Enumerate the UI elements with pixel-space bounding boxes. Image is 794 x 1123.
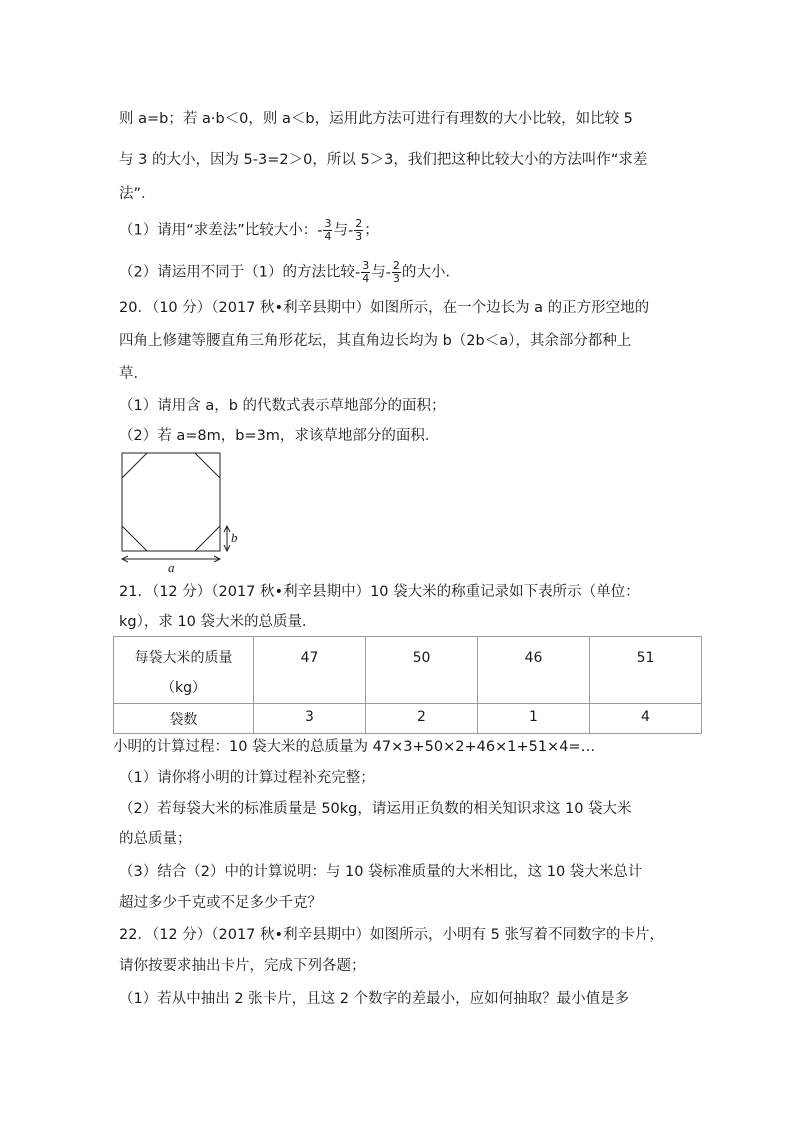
square-garden-figure <box>113 448 243 574</box>
table-cell-count: 2 <box>366 704 478 734</box>
label-b: b <box>231 530 238 545</box>
corner-triangle-bottom-right <box>195 526 220 551</box>
intro-line-1: 则 a=b；若 a·b＜0，则 a＜b，运用此方法可进行有理数的大小比较，如比较 5 <box>119 111 633 127</box>
q2-and: 与 <box>371 264 386 281</box>
fraction-neg-3-4: - $\frac{3}{4}$ <box>317 217 332 243</box>
problem-21-question-3-line-1: （3）结合（2）中的计算说明：与 10 袋标准质量的大米相比，这 10 袋大米总计 <box>119 864 643 880</box>
problem-21-line-1: 21．（12 分）（2017 秋•利辛县期中）10 袋大米的称重记录如下表所示（单位： <box>119 584 640 600</box>
corner-triangle-bottom-left <box>122 526 147 551</box>
q2-prefix: （2）请运用不同于（1）的方法比较 <box>119 264 355 281</box>
q2-suffix: 的大小． <box>401 264 460 281</box>
table-header-mass: 每袋大米的质量 （kg） <box>114 637 254 704</box>
problem-21-calc: 小明的计算过程：10 袋大米的总质量为 47×3+50×2+46×1+51×4=… <box>113 739 596 755</box>
fraction-neg-3-4: - $\frac{3}{4}$ <box>354 259 370 285</box>
q1-suffix: ； <box>364 222 379 239</box>
problem-22-question-1: （1）若从中抽出 2 张卡片，且这 2 个数字的差最小，应如何抽取？最小值是多 <box>119 991 630 1007</box>
corner-triangle-top-left <box>122 453 147 478</box>
problem-21-question-2-line-2: 的总质量； <box>119 831 192 847</box>
rice-weight-table <box>113 636 702 734</box>
square-plot <box>122 453 220 551</box>
q1-and: 与 <box>333 222 348 239</box>
table-row-count <box>114 704 702 734</box>
table-cell-count: 3 <box>254 704 366 734</box>
fraction-neg-2-3: - $\frac{2}{3}$ <box>347 217 363 243</box>
table-cell-mass: 46 <box>478 637 590 704</box>
table-cell-count: 1 <box>478 704 590 734</box>
intro-question-1 <box>119 218 379 243</box>
q1-prefix: （1）请用“求差法”比较大小： <box>119 222 318 239</box>
table-cell-mass: 50 <box>366 637 478 704</box>
table-cell-count: 4 <box>590 704 702 734</box>
table-cell-mass: 47 <box>254 637 366 704</box>
table-cell-mass: 51 <box>590 637 702 704</box>
problem-21-line-2: kg），求 10 袋大米的总质量． <box>119 614 317 630</box>
problem-22-line-1: 22．（12 分）（2017 秋•利辛县期中）如图所示，小明有 5 张写着不同数字的卡片， <box>119 927 665 943</box>
problem-20-line-3: 草． <box>119 366 148 382</box>
intro-question-2 <box>119 260 460 285</box>
corner-triangle-top-right <box>195 453 220 478</box>
problem-20-question-2: （2）若 a=8m，b=3m，求该草地部分的面积． <box>119 428 440 444</box>
table-header-count: 袋数 <box>114 704 254 734</box>
problem-20-line-2: 四角上修建等腰直角三角形花坛，其直角边长均为 b（2b＜a），其余部分都种上 <box>119 333 632 349</box>
table-row-mass <box>114 637 702 704</box>
label-a: a <box>168 560 175 574</box>
problem-20-question-1: （1）请用含 a，b 的代数式表示草地部分的面积； <box>119 398 446 414</box>
problem-21-question-1: （1）请你将小明的计算过程补充完整； <box>119 770 375 786</box>
problem-20-line-1: 20．（10 分）（2017 秋•利辛县期中）如图所示，在一个边长为 a 的正方形空地的 <box>119 300 650 316</box>
problem-21-question-3-line-2: 超过多少千克或不足多少千克？ <box>119 895 322 911</box>
problem-21-question-2-line-1: （2）若每袋大米的标准质量是 50kg，请运用正负数的相关知识求这 10 袋大米 <box>119 801 632 817</box>
intro-line-2: 与 3 的大小，因为 5-3=2＞0，所以 5＞3，我们把这种比较大小的方法叫作“求差 <box>119 152 648 168</box>
problem-22-line-2: 请你按要求抽出卡片，完成下列各题； <box>119 958 366 974</box>
intro-line-3: 法”． <box>119 186 156 202</box>
fraction-neg-2-3: - $\frac{2}{3}$ <box>385 259 400 285</box>
